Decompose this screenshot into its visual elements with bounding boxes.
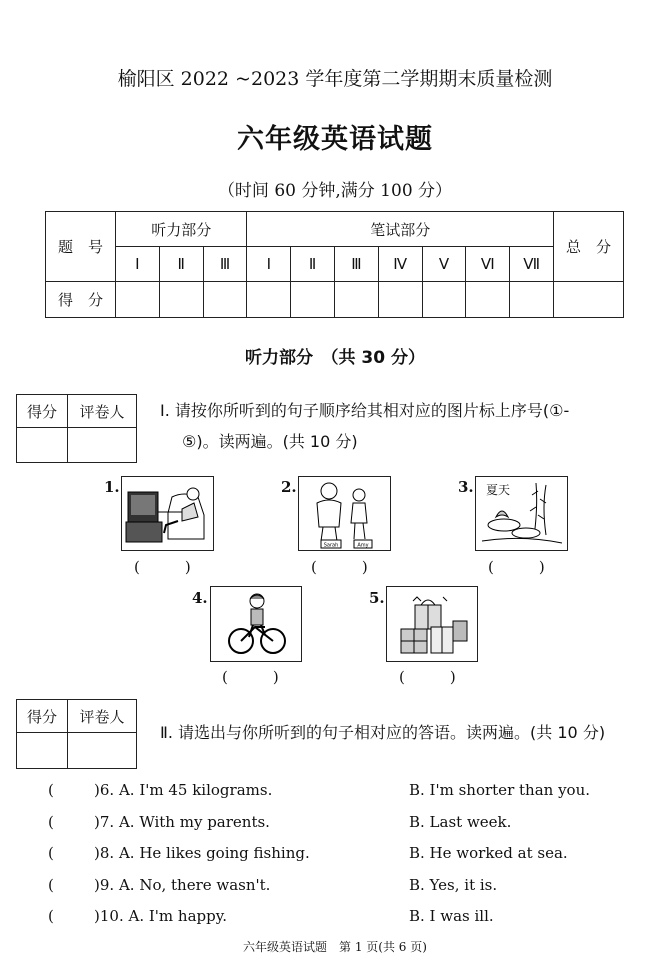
tv-armchair-picture xyxy=(121,476,214,551)
picture-3-number: 3. xyxy=(458,478,474,496)
picture-3-answer[interactable]: ( ) xyxy=(488,558,545,576)
col-written-6: Ⅵ xyxy=(466,247,510,282)
listening-section-heading: 听力部分 （共 30 分） xyxy=(245,348,425,368)
question-number: 7 xyxy=(99,813,110,831)
grader-score-cell[interactable] xyxy=(17,733,68,769)
option-b: B. Last week. xyxy=(409,813,512,831)
grader-reviewer-cell[interactable] xyxy=(68,733,137,769)
question-number-header: 题 号 xyxy=(46,212,116,282)
part1-instruction-line1: Ⅰ. 请按你所听到的句子顺序给其相对应的图片标上序号(①- xyxy=(160,401,570,420)
total-score-cell[interactable] xyxy=(554,282,624,318)
grader-reviewer-cell[interactable] xyxy=(68,428,137,463)
option-b: B. I'm shorter than you. xyxy=(409,781,590,799)
picture-5-answer[interactable]: ( ) xyxy=(399,668,456,686)
written-header: 笔试部分 xyxy=(247,212,554,247)
question-10: )10. A. I'm happy. xyxy=(94,907,227,925)
col-written-1: Ⅰ xyxy=(247,247,291,282)
score-cell[interactable] xyxy=(466,282,510,318)
score-cell[interactable] xyxy=(291,282,335,318)
picture-2-number: 2. xyxy=(281,478,297,496)
question-number: 9 xyxy=(99,876,110,894)
amy-label: Amy xyxy=(357,542,369,549)
gift-boxes-picture xyxy=(386,586,478,662)
option-a: A. With my parents. xyxy=(118,813,270,831)
score-row-label: 得 分 xyxy=(46,282,116,318)
option-a: A. I'm 45 kilograms. xyxy=(118,781,273,799)
summer-lotus-picture xyxy=(475,476,568,551)
answer-blank-10[interactable]: ( xyxy=(48,907,54,925)
exam-title: 榆阳区 2022 ~2023 学年度第二学期期末质量检测 xyxy=(117,68,553,90)
grader-score-label: 得分 xyxy=(17,700,68,733)
picture-4-number: 4. xyxy=(192,589,208,607)
sarah-label: Sarah xyxy=(323,542,339,549)
part1-instruction xyxy=(160,395,655,457)
picture-1-number: 1. xyxy=(104,478,120,496)
grader-score-label: 得分 xyxy=(17,395,68,428)
time-info: （时间 60 分钟,满分 100 分） xyxy=(217,181,453,201)
option-b: B. He worked at sea. xyxy=(409,844,568,862)
question-number: 8 xyxy=(99,844,110,862)
grader-box-part2 xyxy=(16,699,137,769)
question-8: )8. A. He likes going fishing. xyxy=(94,844,310,862)
col-written-4: Ⅳ xyxy=(378,247,422,282)
question-9: )9. A. No, there wasn't. xyxy=(94,876,271,894)
col-written-2: Ⅱ xyxy=(291,247,335,282)
picture-2-answer[interactable]: ( ) xyxy=(311,558,368,576)
answer-blank-6[interactable]: ( xyxy=(48,781,54,799)
summer-caption: 夏天 xyxy=(486,483,511,497)
sarah-amy-picture xyxy=(298,476,391,551)
grader-score-cell[interactable] xyxy=(17,428,68,463)
col-written-7: Ⅶ xyxy=(510,247,554,282)
grader-reviewer-label: 评卷人 xyxy=(68,395,137,428)
score-cell[interactable] xyxy=(247,282,291,318)
picture-4-answer[interactable]: ( ) xyxy=(222,668,279,686)
question-number: 10 xyxy=(99,907,119,925)
boy-bicycle-picture xyxy=(210,586,302,662)
score-cell[interactable] xyxy=(116,282,160,318)
col-listening-1: Ⅰ xyxy=(116,247,160,282)
question-number: 6 xyxy=(99,781,110,799)
answer-blank-7[interactable]: ( xyxy=(48,813,54,831)
option-a: A. He likes going fishing. xyxy=(118,844,310,862)
col-written-3: Ⅲ xyxy=(334,247,378,282)
subject-title: 六年级英语试题 xyxy=(237,124,433,155)
listening-header: 听力部分 xyxy=(116,212,247,247)
page-footer: 六年级英语试题 第 1 页(共 6 页) xyxy=(243,940,427,954)
col-listening-3: Ⅲ xyxy=(203,247,247,282)
score-cell[interactable] xyxy=(422,282,466,318)
answer-blank-9[interactable]: ( xyxy=(48,876,54,894)
score-cell[interactable] xyxy=(159,282,203,318)
picture-1-answer[interactable]: ( ) xyxy=(134,558,191,576)
col-written-5: Ⅴ xyxy=(422,247,466,282)
option-b: B. Yes, it is. xyxy=(409,876,498,894)
score-cell[interactable] xyxy=(378,282,422,318)
grader-reviewer-label: 评卷人 xyxy=(68,700,137,733)
option-a: A. No, there wasn't. xyxy=(118,876,271,894)
score-cell[interactable] xyxy=(334,282,378,318)
option-a: A. I'm happy. xyxy=(128,907,227,925)
total-header: 总 分 xyxy=(554,212,624,282)
score-cell[interactable] xyxy=(203,282,247,318)
col-listening-2: Ⅱ xyxy=(159,247,203,282)
option-b: B. I was ill. xyxy=(409,907,494,925)
part2-instruction: Ⅱ. 请选出与你所听到的句子相对应的答语。读两遍。(共 10 分) xyxy=(160,723,606,742)
question-7: )7. A. With my parents. xyxy=(94,813,270,831)
part1-instruction-line2: ⑤)。读两遍。(共 10 分) xyxy=(182,432,358,451)
question-6: )6. A. I'm 45 kilograms. xyxy=(94,781,273,799)
picture-5-number: 5. xyxy=(369,589,385,607)
score-table xyxy=(45,211,624,318)
answer-blank-8[interactable]: ( xyxy=(48,844,54,862)
score-cell[interactable] xyxy=(510,282,554,318)
grader-box-part1 xyxy=(16,394,137,463)
